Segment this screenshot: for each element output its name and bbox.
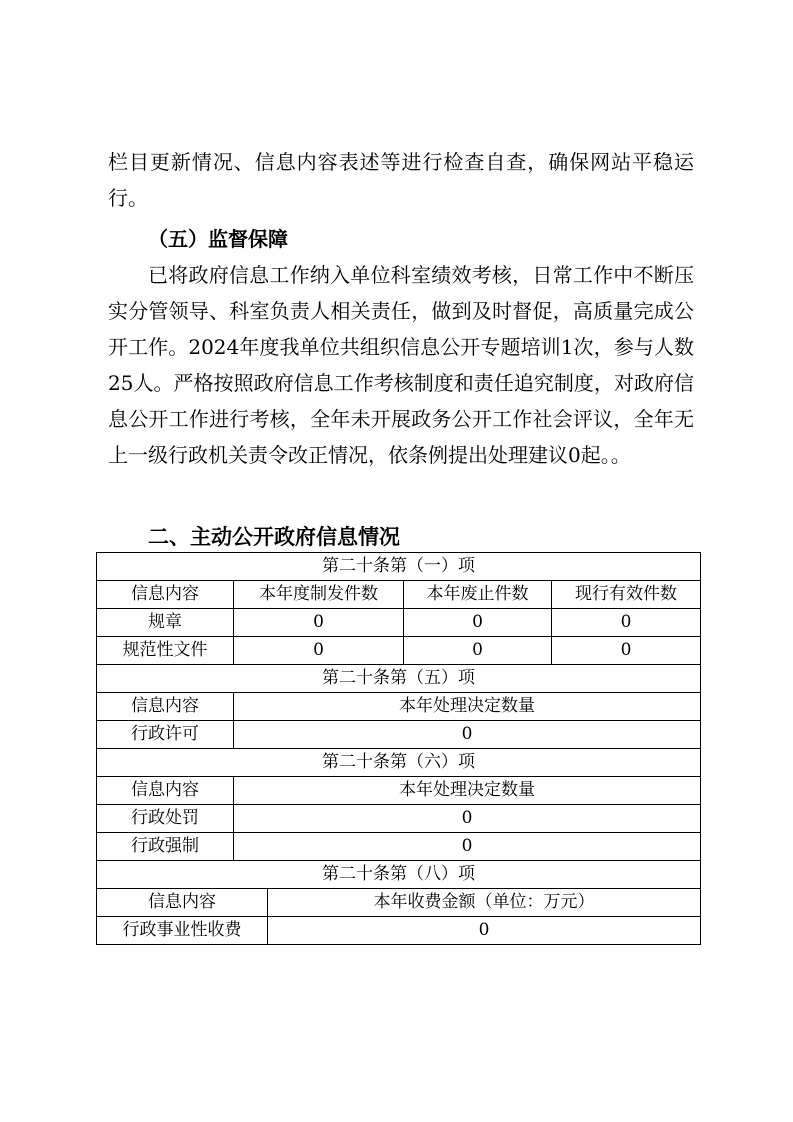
section-8-title: 第二十条第（八）项: [97, 861, 701, 889]
table-header-row: [97, 581, 701, 609]
header-cell: 信息内容: [97, 581, 234, 609]
header-cell: 现行有效件数: [552, 581, 701, 609]
table-section-title-row: [97, 861, 701, 889]
table-section-title-row: [97, 749, 701, 777]
table-cell: 0: [552, 637, 701, 665]
table-section-title-row: [97, 665, 701, 693]
row-label: 规章: [97, 609, 234, 637]
header-cell: 本年收费金额（单位：万元）: [268, 889, 701, 917]
table-cell: 0: [234, 805, 701, 833]
table-row: [97, 833, 701, 861]
section-title: 二、主动公开政府信息情况: [148, 524, 400, 549]
table-row: [97, 637, 701, 665]
subheading-supervision: （五）监督保障: [148, 227, 288, 251]
table-cell: 0: [234, 721, 701, 749]
table-row: [97, 917, 701, 945]
row-label: 行政处罚: [97, 805, 234, 833]
table-header-row: [97, 777, 701, 805]
table-section-title-row: [97, 553, 701, 581]
table-cell: 0: [234, 609, 404, 637]
paragraph-supervision: 已将政府信息工作纳入单位科室绩效考核，日常工作中不断压实分管领导、科室负责人相关责任，做到及时督促，高质量完成公开工作。2024年度我单位共组织信息公开专题培训1次，参与人数25人。严格按照政府信息工作考核制度和责任追究制度，对政府信息公开工作进行考核，全年未开展政务公开工作社会评议，全年无上一级行政机关责令改正情况，依条例提出处理建议0起。。: [108, 263, 694, 467]
row-label: 行政强制: [97, 833, 234, 861]
table-cell: 0: [552, 609, 701, 637]
table-cell: 0: [404, 609, 552, 637]
table-row: [97, 609, 701, 637]
header-cell: 信息内容: [97, 777, 234, 805]
header-cell: 本年处理决定数量: [234, 777, 701, 805]
table-cell: 0: [234, 833, 701, 861]
table-cell: 0: [404, 637, 552, 665]
table-row: [97, 721, 701, 749]
section-1-title: 第二十条第（一）项: [97, 553, 701, 581]
section-6-title: 第二十条第（六）项: [97, 749, 701, 777]
table-header-row: [97, 693, 701, 721]
row-label: 行政许可: [97, 721, 234, 749]
header-cell: 信息内容: [97, 889, 268, 917]
header-cell: 信息内容: [97, 693, 234, 721]
paragraph-continuation: 栏目更新情况、信息内容表述等进行检查自查，确保网站平稳运行。: [108, 150, 694, 210]
row-label: 行政事业性收费: [97, 917, 268, 945]
table-cell: 0: [234, 637, 404, 665]
header-cell: 本年废止件数: [404, 581, 552, 609]
section-5-title: 第二十条第（五）项: [97, 665, 701, 693]
header-cell: 本年处理决定数量: [234, 693, 701, 721]
table-row: [97, 805, 701, 833]
header-cell: 本年度制发件数: [234, 581, 404, 609]
row-label: 规范性文件: [97, 637, 234, 665]
table-cell: 0: [268, 917, 701, 945]
disclosure-table: [96, 552, 701, 945]
table-header-row: [97, 889, 701, 917]
